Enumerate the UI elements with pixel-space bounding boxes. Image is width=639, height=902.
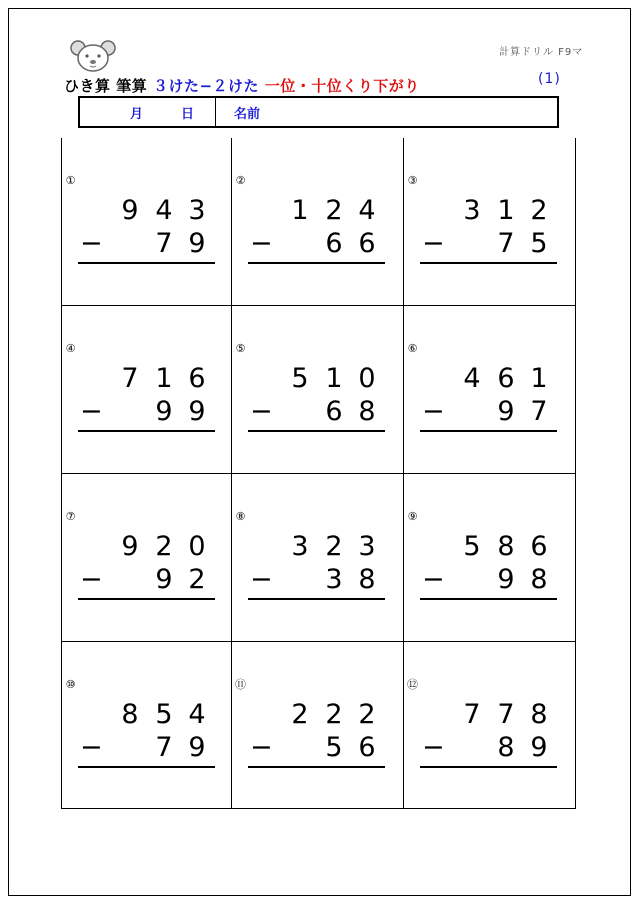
subtrahend-digit: 9 [188,732,206,763]
problem-number: ① [65,174,76,187]
minus-sign: − [250,564,273,595]
subtrahend [404,731,558,765]
minus-sign: − [422,564,445,595]
subtrahend [62,563,216,597]
problem-cell [61,642,232,809]
minuend-digit: 7 [121,363,139,394]
minuend-digit: 3 [358,531,376,562]
title-part2: ３けた−２けた [152,77,260,95]
minuend [404,530,558,564]
subtrahend [62,227,216,261]
minuend-digit: 0 [188,531,206,562]
problem-number: ⑦ [65,510,76,523]
answer-line [248,262,385,264]
name-label: 名前 [234,106,261,122]
subtrahend-digit: 9 [155,564,173,595]
subtrahend-digit: 9 [188,396,206,427]
minuend-digit: 1 [530,363,548,394]
minuend-digit: 8 [497,531,515,562]
answer-line [78,262,215,264]
problem-number: ② [235,174,246,187]
minus-sign: − [250,228,273,259]
minus-sign: − [422,732,445,763]
subtrahend-digit: 9 [188,228,206,259]
minuend-digit: 7 [497,699,515,730]
minuend-digit: 1 [291,195,309,226]
minuend-digit: 2 [530,195,548,226]
minuend [62,194,216,228]
subtrahend-digit: 8 [497,732,515,763]
minuend-digit: 5 [155,699,173,730]
subtrahend-digit: 6 [325,396,343,427]
minuend-digit: 8 [530,699,548,730]
minuend-digit: 4 [463,363,481,394]
minuend-digit: 1 [155,363,173,394]
answer-line [248,766,385,768]
subtrahend-digit: 8 [530,564,548,595]
minuend [232,530,386,564]
minuend-digit: 4 [188,699,206,730]
month-label: 月 [130,106,144,122]
problem-cell [404,474,576,642]
problem-cell [232,138,404,306]
minus-sign: − [80,564,103,595]
problem-cell [404,642,576,809]
problem-cell [232,306,404,474]
minuend [232,194,386,228]
problem-cell [61,138,232,306]
minuend-digit: 3 [291,531,309,562]
problem-number: ⑧ [235,510,246,523]
problem-grid [61,138,576,809]
minuend [62,530,216,564]
subtrahend-digit: 9 [155,396,173,427]
subtrahend-digit: 6 [358,228,376,259]
minuend [404,698,558,732]
problem-cell [232,474,404,642]
answer-line [420,766,557,768]
answer-line [78,766,215,768]
minuend-digit: 3 [188,195,206,226]
minuend-digit: 1 [497,195,515,226]
answer-line [248,430,385,432]
minuend-digit: 1 [325,363,343,394]
subtrahend-digit: 3 [325,564,343,595]
minuend [62,362,216,396]
minuend-digit: 2 [325,531,343,562]
brand-label: 計算ドリル F9マ [499,47,584,58]
minuend [232,362,386,396]
minus-sign: − [250,396,273,427]
subtrahend-digit: 7 [497,228,515,259]
minuend-digit: 2 [358,699,376,730]
minus-sign: − [80,396,103,427]
answer-line [78,430,215,432]
worksheet-title [64,75,420,96]
date-field[interactable] [80,98,216,126]
minuend-digit: 6 [530,531,548,562]
minus-sign: − [422,228,445,259]
minus-sign: − [80,732,103,763]
subtrahend [62,731,216,765]
problem-number: ⑫ [407,678,418,691]
minuend-digit: 2 [291,699,309,730]
subtrahend [404,227,558,261]
answer-line [78,598,215,600]
day-label: 日 [181,106,195,122]
problem-cell [61,306,232,474]
issue-number: (1) [538,71,561,87]
problem-number: ⑨ [407,510,418,523]
minuend-digit: 6 [497,363,515,394]
minuend-digit: 5 [463,531,481,562]
answer-line [420,598,557,600]
minuend [404,362,558,396]
problem-cell [232,642,404,809]
subtrahend [232,395,386,429]
subtrahend [404,563,558,597]
problem-number: ⑤ [235,342,246,355]
title-part1: ひき算 筆算 [64,77,148,95]
minuend-digit: 2 [155,531,173,562]
problem-number: ⑩ [65,678,76,691]
subtrahend-digit: 7 [155,732,173,763]
subtrahend-digit: 8 [358,396,376,427]
problem-number: ④ [65,342,76,355]
minuend-digit: 7 [463,699,481,730]
minuend [404,194,558,228]
minus-sign: − [422,396,445,427]
problem-cell [61,474,232,642]
answer-line [420,262,557,264]
minuend-digit: 0 [358,363,376,394]
subtrahend-digit: 5 [530,228,548,259]
answer-line [248,598,385,600]
problem-number: ⑪ [235,678,246,691]
title-part3: 一位・十位くり下がり [264,77,420,95]
problem-cell [404,306,576,474]
answer-line [420,430,557,432]
subtrahend [404,395,558,429]
minuend-digit: 6 [188,363,206,394]
subtrahend [232,731,386,765]
subtrahend-digit: 6 [358,732,376,763]
minuend-digit: 2 [325,195,343,226]
minuend-digit: 4 [155,195,173,226]
subtrahend-digit: 9 [497,396,515,427]
subtrahend-digit: 6 [325,228,343,259]
subtrahend-digit: 2 [188,564,206,595]
problem-number: ⑥ [407,342,418,355]
minuend-digit: 9 [121,195,139,226]
subtrahend-digit: 9 [530,732,548,763]
minuend-digit: 4 [358,195,376,226]
bear-logo-icon [69,39,117,75]
minuend-digit: 8 [121,699,139,730]
subtrahend-digit: 5 [325,732,343,763]
subtrahend-digit: 7 [155,228,173,259]
minuend-digit: 9 [121,531,139,562]
minuend [62,698,216,732]
subtrahend [232,563,386,597]
name-date-box [78,96,559,128]
minus-sign: − [250,732,273,763]
subtrahend-digit: 8 [358,564,376,595]
subtrahend-digit: 7 [530,396,548,427]
subtrahend [62,395,216,429]
minuend-digit: 3 [463,195,481,226]
problem-cell [404,138,576,306]
minus-sign: − [80,228,103,259]
subtrahend [232,227,386,261]
minuend [232,698,386,732]
minuend-digit: 2 [325,699,343,730]
name-field[interactable] [216,98,260,126]
minuend-digit: 5 [291,363,309,394]
problem-number: ③ [407,174,418,187]
subtrahend-digit: 9 [497,564,515,595]
